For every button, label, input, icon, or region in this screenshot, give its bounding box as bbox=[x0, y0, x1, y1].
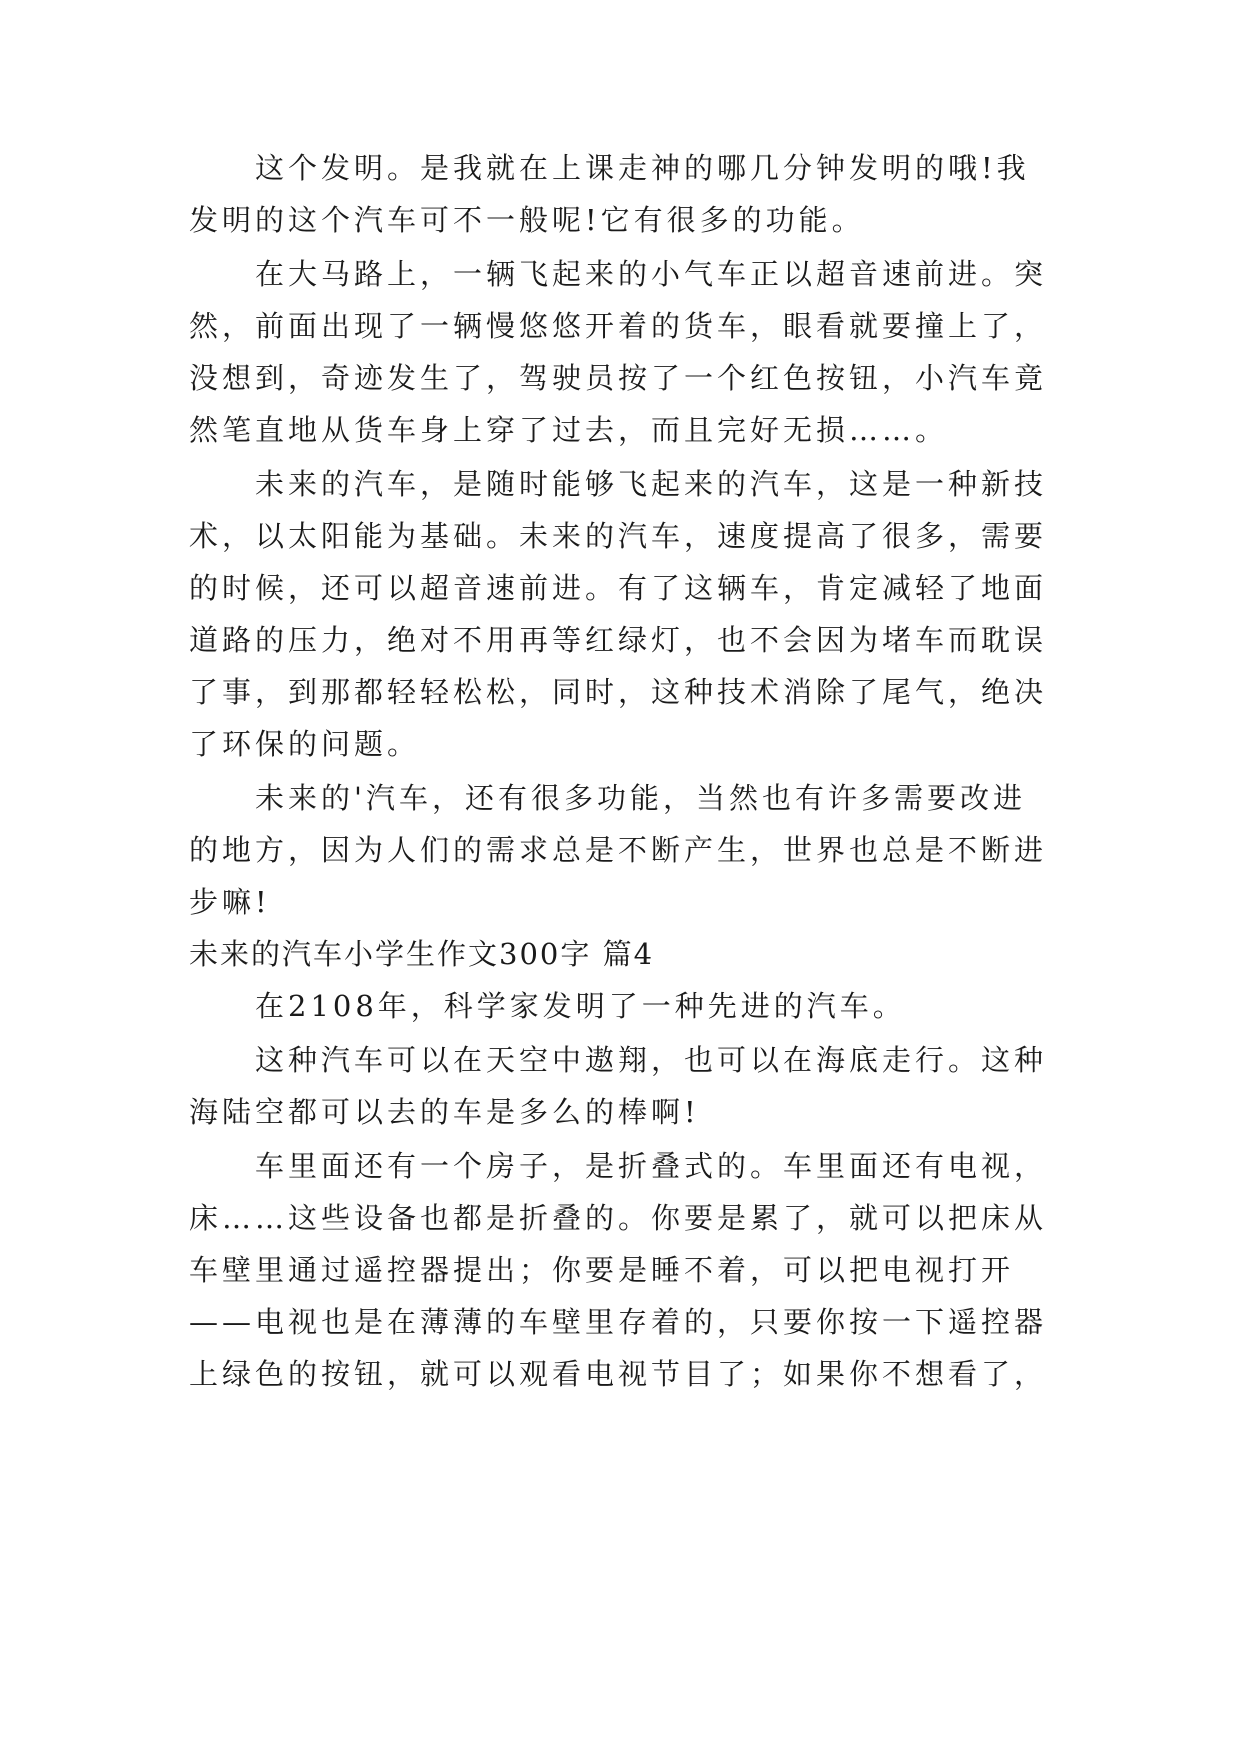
text-line: 的时候，还可以超音速前进。有了这辆车，肯定减轻了地面 bbox=[189, 571, 1048, 605]
text-line: 床……这些设备也都是折叠的。你要是累了，就可以把床从 bbox=[189, 1201, 1048, 1235]
text-line: 没想到，奇迹发生了，驾驶员按了一个红色按钮，小汽车竟 bbox=[189, 361, 1048, 395]
text-line: 在2108年，科学家发明了一种先进的汽车。 bbox=[255, 989, 906, 1023]
text-line: ——电视也是在薄薄的车壁里存着的，只要你按一下遥控器 bbox=[189, 1305, 1048, 1339]
text-line: 发明的这个汽车可不一般呢!它有很多的功能。 bbox=[189, 203, 865, 237]
section-heading: 未来的汽车小学生作文300字 篇4 bbox=[189, 937, 655, 971]
text-line: 这种汽车可以在天空中遨翔，也可以在海底走行。这种 bbox=[255, 1043, 1048, 1077]
text-line: 车壁里通过遥控器提出；你要是睡不着，可以把电视打开 bbox=[189, 1253, 1015, 1287]
text-line: 海陆空都可以去的车是多么的棒啊! bbox=[189, 1095, 700, 1129]
text-line: 了环保的问题。 bbox=[189, 727, 421, 761]
text-line: 然，前面出现了一辆慢悠悠开着的货车，眼看就要撞上了， bbox=[189, 309, 1048, 343]
text-line: 步嘛! bbox=[189, 885, 271, 919]
text-line: 未来的汽车，是随时能够飞起来的汽车，这是一种新技 bbox=[255, 467, 1048, 501]
text-line: 的地方，因为人们的需求总是不断产生，世界也总是不断进 bbox=[189, 833, 1048, 867]
text-line: 在大马路上，一辆飞起来的小气车正以超音速前进。突 bbox=[255, 257, 1048, 291]
text-line: 了事，到那都轻轻松松，同时，这种技术消除了尾气，绝决 bbox=[189, 675, 1048, 709]
text-line: 车里面还有一个房子，是折叠式的。车里面还有电视， bbox=[255, 1149, 1048, 1183]
text-line: 未来的'汽车，还有很多功能，当然也有许多需要改进 bbox=[255, 781, 1026, 815]
text-line: 道路的压力，绝对不用再等红绿灯，也不会因为堵车而耽误 bbox=[189, 623, 1048, 657]
text-line: 然笔直地从货车身上穿了过去，而且完好无损……。 bbox=[189, 413, 949, 447]
text-line: 术，以太阳能为基础。未来的汽车，速度提高了很多，需要 bbox=[189, 519, 1048, 553]
text-line: 这个发明。是我就在上课走神的哪几分钟发明的哦!我 bbox=[255, 151, 1030, 185]
text-line: 上绿色的按钮，就可以观看电视节目了；如果你不想看了， bbox=[189, 1357, 1048, 1391]
